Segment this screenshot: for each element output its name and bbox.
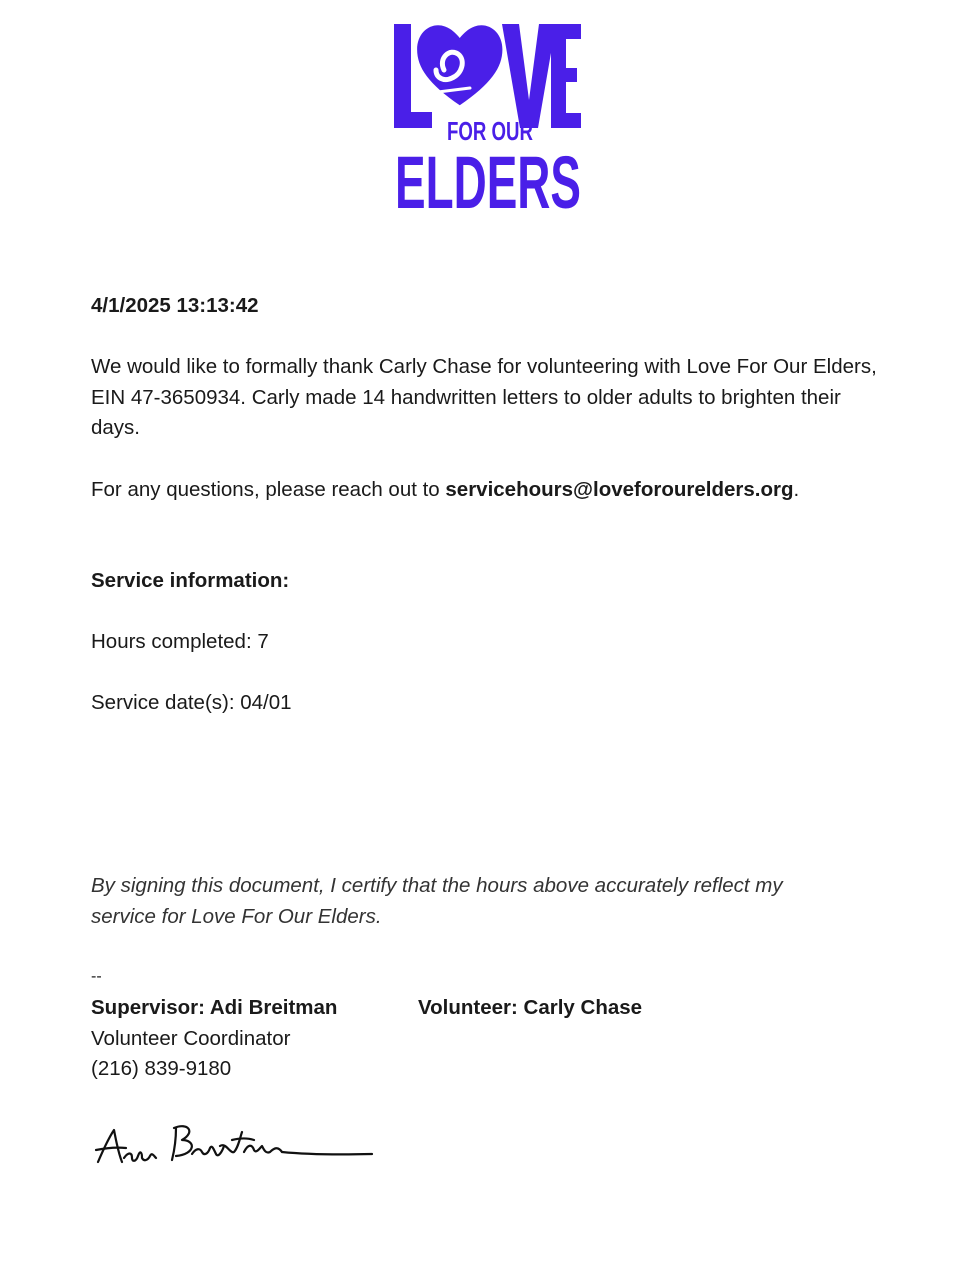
questions-suffix: . bbox=[793, 478, 800, 501]
certification-statement: By signing this document, I certify that the hours above accurately reflect my service for Love For Our Elders. bbox=[91, 874, 783, 928]
contact-email[interactable]: servicehours@loveforourelders.org bbox=[445, 478, 794, 501]
volunteer-block bbox=[418, 993, 642, 1024]
hours-completed: Hours completed: 7 bbox=[91, 630, 269, 653]
service-heading: Service information: bbox=[91, 569, 290, 592]
supervisor-block bbox=[91, 993, 337, 1085]
logo-graphic bbox=[392, 22, 584, 224]
supervisor-name: Supervisor: Adi Breitman bbox=[91, 996, 338, 1019]
questions-line bbox=[91, 475, 881, 506]
separator: -- bbox=[91, 968, 102, 985]
supervisor-phone: (216) 839-9180 bbox=[91, 1057, 232, 1080]
supervisor-signature bbox=[92, 1118, 377, 1174]
questions-prefix: For any questions, please reach out to bbox=[91, 478, 446, 501]
logo-text-for-our: FOR OUR bbox=[447, 116, 534, 146]
service-dates: Service date(s): 04/01 bbox=[91, 691, 292, 714]
logo-text-elders: ELDERS bbox=[395, 141, 581, 224]
supervisor-title: Volunteer Coordinator bbox=[91, 1026, 291, 1050]
volunteer-name: Volunteer: Carly Chase bbox=[418, 996, 643, 1019]
organization-logo bbox=[392, 22, 584, 224]
thanks-paragraph: We would like to formally thank Carly Chase for volunteering with Love For Our Elders, EIN 47-3650934. Carly made 14 handwritten letters to older adults to brighten their days. bbox=[91, 355, 877, 439]
signature-graphic bbox=[92, 1118, 377, 1174]
letter-timestamp: 4/1/2025 13:13:42 bbox=[91, 294, 259, 317]
